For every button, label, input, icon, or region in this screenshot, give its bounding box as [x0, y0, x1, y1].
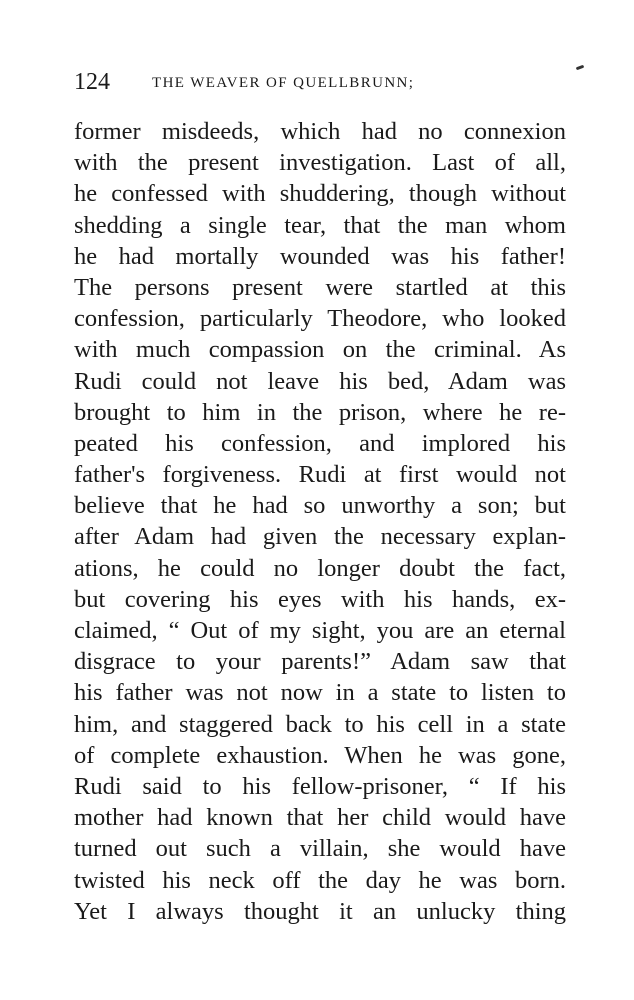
text-line: after Adam had given the necessary explan- — [74, 523, 566, 551]
text-line: The persons present were startled at this — [74, 273, 566, 301]
text-line: Rudi could not leave his bed, Adam was — [74, 367, 566, 395]
text-line: believe that he had so unworthy a son; but — [74, 492, 566, 520]
text-line: confession, particularly Theodore, who looked — [74, 305, 566, 333]
text-line: him, and staggered back to his cell in a state — [74, 710, 566, 738]
text-line: disgrace to your parents!” Adam saw that — [74, 648, 566, 676]
text-line: father's forgiveness. Rudi at first would not — [74, 461, 566, 489]
text-line: he had mortally wounded was his father! — [74, 242, 566, 270]
text-line: of complete exhaustion. When he was gone, — [74, 741, 566, 769]
text-line: brought to him in the prison, where he re- — [74, 398, 566, 426]
text-line: shedding a single tear, that the man whom — [74, 211, 566, 239]
text-line: turned out such a villain, she would have — [74, 835, 566, 863]
text-line: with much compassion on the criminal. As — [74, 336, 566, 364]
text-line: his father was not now in a state to listen to — [74, 679, 566, 707]
text-line: former misdeeds, which had no connexion — [74, 118, 566, 145]
text-line: Yet I always thought it an unlucky thing — [74, 897, 566, 925]
ink-speck — [576, 65, 585, 71]
text-line: peated his confession, and implored his — [74, 429, 566, 457]
body-text — [74, 116, 566, 927]
page-number: 124 — [74, 69, 110, 95]
text-line: mother had known that her child would have — [74, 804, 566, 832]
text-line: Rudi said to his fellow-prisoner, “ If his — [74, 772, 566, 800]
text-line: twisted his neck off the day he was born. — [74, 866, 566, 894]
text-line: claimed, “ Out of my sight, you are an eternal — [74, 617, 566, 644]
text-line: but covering his eyes with his hands, ex- — [74, 585, 566, 613]
text-line: he confessed with shuddering, though without — [74, 180, 566, 208]
text-line: ations, he could no longer doubt the fact, — [74, 554, 566, 582]
page-header — [74, 66, 574, 98]
running-title: THE WEAVER OF QUELLBRUNN; — [152, 75, 415, 91]
text-line: with the present investigation. Last of all, — [74, 149, 566, 177]
